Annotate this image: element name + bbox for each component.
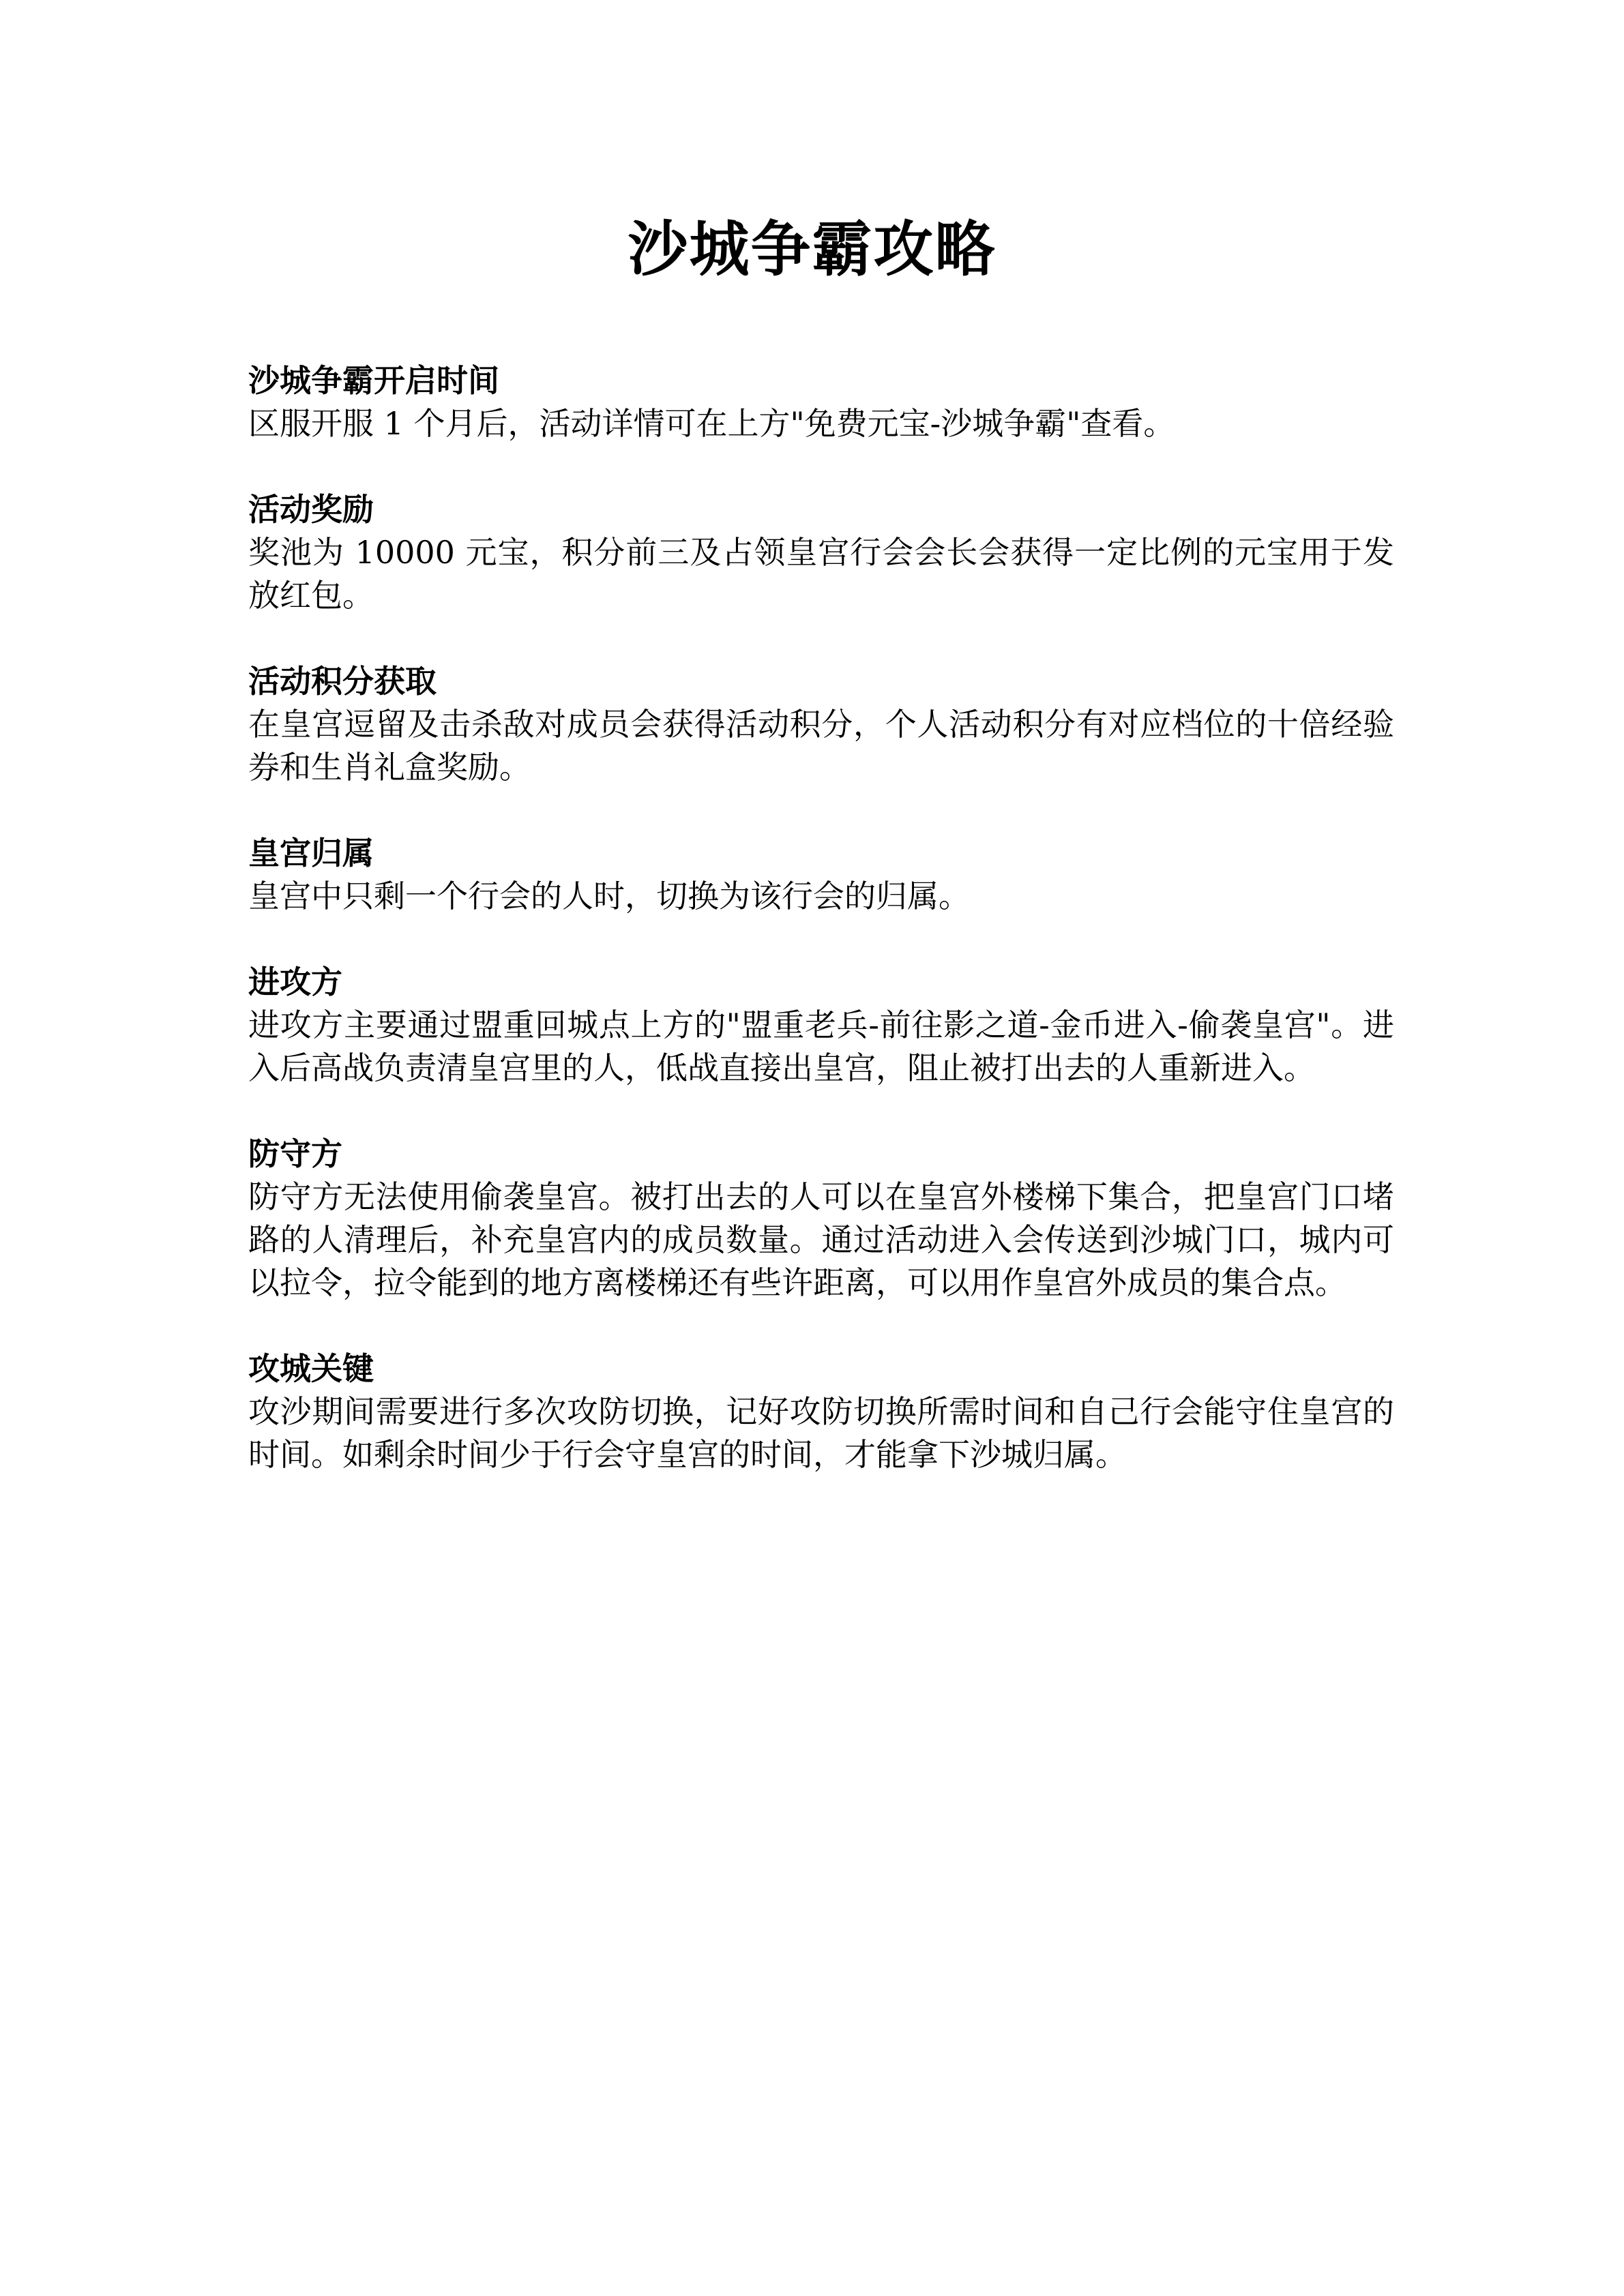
- section-attackers: [248, 961, 1394, 1090]
- section-heading: 活动奖励: [248, 491, 374, 528]
- section-body: 进攻方主要通过盟重回城点上方的"盟重老兵-前往影之道-金币进入-偷袭皇宫"。进入后高战负责清皇宫里的人，低战直接出皇宫，阻止被打出去的人重新进入。: [248, 1007, 1394, 1086]
- section-body: 防守方无法使用偷袭皇宫。被打出去的人可以在皇宫外楼梯下集合，把皇宫门口堵路的人清理后，补充皇宫内的成员数量。通过活动进入会传送到沙城门口，城内可以拉令，拉令能到的地方离楼梯还有些许距离，可以用作皇宫外成员的集合点。: [248, 1178, 1394, 1301]
- document-title: 沙城争霸攻略: [628, 213, 996, 284]
- section-heading: 活动积分获取: [248, 663, 437, 700]
- section-body: 区服开服 1 个月后，活动详情可在上方"免费元宝-沙城争霸"查看。: [248, 405, 1175, 442]
- section-heading: 攻城关键: [248, 1350, 374, 1387]
- section-body: 攻沙期间需要进行多次攻防切换，记好攻防切换所需时间和自己行会能守住皇宫的时间。如剩余时间少于行会守皇宫的时间，才能拿下沙城归属。: [248, 1393, 1394, 1473]
- section-heading: 沙城争霸开启时间: [248, 362, 499, 399]
- section-points: [248, 660, 1394, 789]
- section-heading: 皇宫归属: [248, 835, 374, 871]
- section-defenders: [248, 1133, 1394, 1304]
- document-content: [248, 359, 1394, 1519]
- section-rewards: [248, 488, 1394, 617]
- section-open-time: [248, 359, 1394, 445]
- section-body: 皇宫中只剩一个行会的人时，切换为该行会的归属。: [248, 878, 970, 914]
- section-siege-keys: [248, 1347, 1394, 1476]
- section-body: 在皇宫逗留及击杀敌对成员会获得活动积分，个人活动积分有对应档位的十倍经验券和生肖礼盒奖励。: [248, 706, 1394, 786]
- section-body: 奖池为 10000 元宝，积分前三及占领皇宫行会会长会获得一定比例的元宝用于发放红包。: [248, 534, 1394, 614]
- section-palace-ownership: [248, 832, 1394, 918]
- section-heading: 防守方: [248, 1135, 342, 1172]
- section-heading: 进攻方: [248, 964, 342, 1000]
